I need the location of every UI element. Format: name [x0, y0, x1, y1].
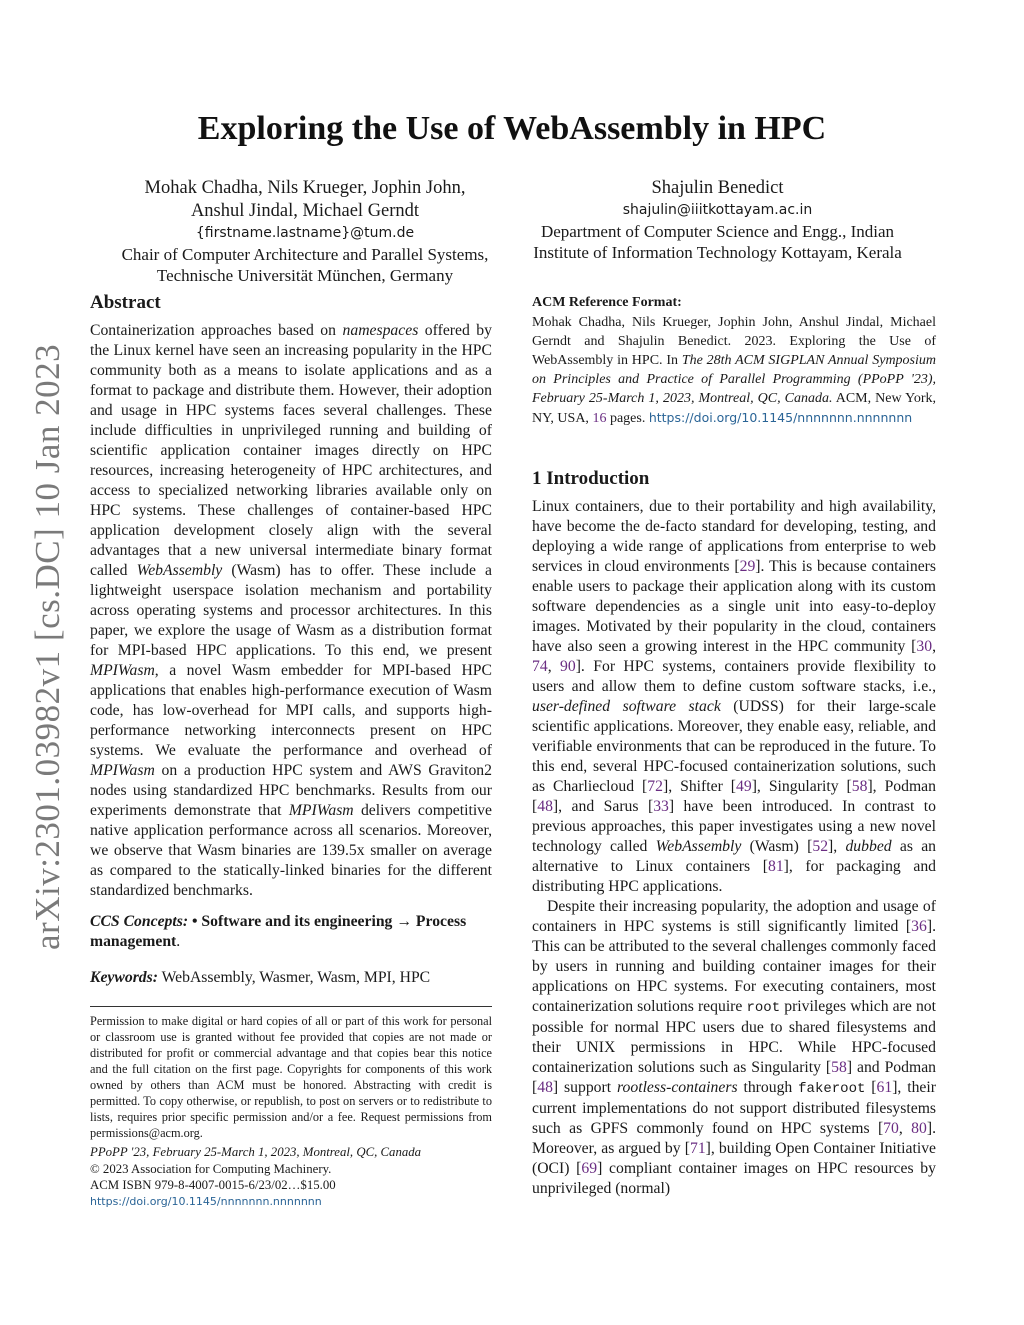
keywords: Keywords: WebAssembly, Wasmer, Wasm, MPI, HPC [90, 969, 431, 986]
ccs-concepts: CCS Concepts: • Software and its engineering → Process management. [90, 913, 467, 950]
text-run: ] and Podman [ [532, 1059, 937, 1096]
author-name: Shajulin Benedict [651, 178, 784, 198]
abstract-text: Containerization approaches based on namespaces offered by the Linux kernel have seen an increasing popularity in the HPC community both as a means to isolate applications and as a format to package and distribute them. However, their adoption and usage in HPC systems faces several challenges. These include difficulties in unprivileged running and building of scientific application container images directly on HPC resources, increasing heterogeneity of HPC architectures, and access to specialized networking libraries available only on HPC systems. These challenges of container-based HPC application development closely align with the several advantages that a new universal intermediate binary format called WebAssembly (Wasm) has to offer. These include a lightweight userspace isolation mechanism and portability across operating systems and processor architectures. In this paper, we explore the usage of Wasm as a distribution format for MPI-based HPC applications. To this end, we present MPIWasm, a novel Wasm embedder for MPI-based HPC applications that enables high-performance execution of Wasm code, has low-overhead for MPI calls, and supports high-performance networking interconnects present on HPC systems. We evaluate the performance and overhead of MPIWasm on a production HPC system and AWS Graviton2 nodes using standardized HPC benchmarks. Results from our experiments demonstrate that MPIWasm delivers competitive native application performance across all scenarios. Moreover, we observe that Wasm binaries are 139.5x smaller on average as compared to the statically-linked binaries for the different standardized benchmarks. [90, 322, 493, 899]
code-term: root [746, 1000, 781, 1016]
citation-link[interactable]: 48 [537, 1079, 553, 1096]
introduction-heading: 1 Introduction [532, 468, 650, 489]
text-run: ]. For HPC systems, containers provide flexibility to users and allow them to define custom software stacks, i.e., [532, 658, 936, 695]
text-run: (Wasm) [ [741, 838, 813, 855]
emphasis: rootless-containers [617, 1079, 738, 1096]
acm-reference-text: Mohak Chadha, Nils Krueger, Jophin John, Anshul Jindal, Michael Gerndt and Shajulin Benedict. 2023. Exploring the Use of WebAssembly in HPC. In The 28th ACM SIGPLAN Annual Symposium on Principles and Practice of Parallel Programming (PPoPP '23), February 25-March 1, 2023, Montreal, QC, Canada. ACM, New York, NY, USA, 16 pages. https://doi.org/10.1145/nnnnnnn.nnnnnnn [532, 315, 937, 426]
author-affiliation-line1: Department of Computer Science and Engg., Indian [540, 222, 895, 241]
text-run: Despite their increasing popularity, the adoption and usage of containers in HPC systems is still significantly limited [ [532, 898, 936, 935]
text-run: Linux containers, due to their portability and high availability, have become the de-facto standard for developing, testing, and deploying a wide range of applications from enterprise to web services in cloud environments [ [532, 498, 936, 575]
citation-link[interactable]: 30 [916, 638, 933, 655]
author-affiliation-line1: Chair of Computer Architecture and Parallel Systems, [121, 245, 489, 264]
emphasis: dubbed [845, 838, 892, 855]
citation-link[interactable]: 90 [560, 658, 576, 675]
footnote-rule [90, 1006, 492, 1007]
citation-link[interactable]: 72 [647, 778, 663, 795]
text-run: as an alternative to Linux containers [ [532, 838, 936, 875]
citation-link[interactable]: 49 [736, 778, 752, 795]
text-run: ], for packaging and distributing HPC applications. [532, 858, 937, 895]
text-run: (UDSS) for their large-scale scientific applications. Moreover, they enable easy, reliable, and verifiable environments that can be reproduced in the future. To this end, several HPC-focused containerization solutions, such as Charliecloud [ [532, 698, 936, 795]
citation-link[interactable]: 48 [537, 798, 553, 815]
citation-link[interactable]: 71 [689, 1140, 706, 1157]
text-run: ], building Open Container Initiative (OCI) [ [532, 1140, 936, 1177]
acm-reference-doi-link[interactable]: https://doi.org/10.1145/nnnnnnn.nnnnnnn [648, 410, 913, 425]
intro-paragraph [532, 497, 936, 897]
citation-link[interactable]: 69 [581, 1160, 598, 1177]
author-names-line1: Mohak Chadha, Nils Krueger, Jophin John, [144, 178, 466, 198]
code-term: fakeroot [798, 1081, 866, 1097]
text-run: privileges which are not possible for normal HPC users due to shared filesystems and their UNIX permissions in HPC. While HPC-focused containerization solutions such as Singularity [ [532, 998, 936, 1076]
text-run: ] have been introduced. In contrast to previous approaches, this paper investigates using a new novel technology called [532, 798, 937, 855]
author-names-line2: Anshul Jindal, Michael Gerndt [190, 201, 420, 221]
citation-link[interactable]: 74 [532, 658, 548, 675]
author-email: {firstname.lastname}@tum.de [195, 225, 415, 241]
permission-notice: Permission to make digital or hard copies of all or part of this work for personal or classroom use is granted without fee provided that copies are not made or distributed for profit or commercial advantage and that copies bear this notice and the full citation on the first page. Copyrights for components of this work owned by others than ACM must be honored. Abstracting with credit is permitted. To copy otherwise, or republish, to post on servers or to redistribute to lists, requires prior specific permission and/or a fee. Request permissions from permissions@acm.org. [90, 1014, 492, 1140]
text-run: , [932, 638, 936, 655]
text-run: ] compliant container images on HPC resources by unprivileged (normal) [532, 1160, 936, 1197]
citation-link[interactable]: 58 [851, 778, 868, 795]
text-run: [ [865, 1079, 877, 1096]
text-run: , [898, 1120, 912, 1137]
text-run: ] support [552, 1079, 617, 1096]
text-run: ], their current implementations do not support distributed filesystems such as GPFS commonly found on HPC systems [ [532, 1079, 936, 1137]
isbn-line: ACM ISBN 979-8-4007-0015-6/23/02…$15.00 [90, 1178, 336, 1192]
citation-link[interactable]: 58 [831, 1059, 847, 1076]
copyright-line: © 2023 Association for Computing Machinery. [90, 1161, 332, 1176]
arxiv-identifier: arXiv:2301.03982v1 [cs.DC] 10 Jan 2023 [28, 343, 67, 950]
author-affiliation-line2: Institute of Information Technology Kottayam, Kerala [533, 243, 902, 262]
citation-link[interactable]: 70 [883, 1120, 899, 1137]
text-run: ], and Sarus [ [552, 798, 654, 815]
text-run: ], [828, 838, 846, 855]
text-run: ]. Moreover, as argued by [ [532, 1120, 937, 1157]
citation-link[interactable]: 33 [653, 798, 669, 815]
text-run: ], Podman [ [532, 778, 936, 815]
doi-link[interactable]: https://doi.org/10.1145/nnnnnnn.nnnnnnn [90, 1194, 322, 1208]
author-block-left [90, 177, 520, 286]
author-affiliation-line2: Technische Universität München, Germany [156, 266, 454, 285]
text-run: ], Shifter [ [662, 778, 736, 795]
acm-reference-heading: ACM Reference Format: [532, 295, 682, 310]
paper-title: Exploring the Use of WebAssembly in HPC [197, 110, 827, 147]
text-run: through [737, 1079, 799, 1096]
intro-paragraph [532, 897, 936, 1199]
author-block-right [520, 177, 915, 263]
citation-link[interactable]: 81 [767, 858, 784, 875]
author-email: shajulin@iiitkottayam.ac.in [622, 202, 813, 218]
text-run: ]. This can be attributed to the several challenges commonly faced by users in running and building container images for their applications on HPC systems. For executing containers, most containerization solutions require [532, 918, 936, 1015]
text-run: ], Singularity [ [751, 778, 852, 795]
emphasis: WebAssembly [655, 838, 742, 855]
venue-line: PPoPP '23, February 25-March 1, 2023, Montreal, QC, Canada [90, 1145, 422, 1159]
text-run: ]. This is because containers enable users to package their application along with its custom software dependencies as a single unit into easy-to-deploy images. Motivated by their popularity in the cloud, containers have also seen a growing interest in the HPC community [ [532, 558, 936, 655]
citation-link[interactable]: 36 [911, 918, 927, 935]
citation-link[interactable]: 52 [812, 838, 829, 855]
left-column [90, 292, 492, 1210]
text-run: , [547, 658, 561, 675]
abstract-heading: Abstract [90, 292, 161, 313]
right-column [532, 295, 936, 1199]
citation-link[interactable]: 61 [876, 1079, 893, 1096]
citation-link[interactable]: 80 [911, 1120, 927, 1137]
emphasis: user-defined software stack [532, 698, 721, 715]
citation-link[interactable]: 29 [739, 558, 756, 575]
